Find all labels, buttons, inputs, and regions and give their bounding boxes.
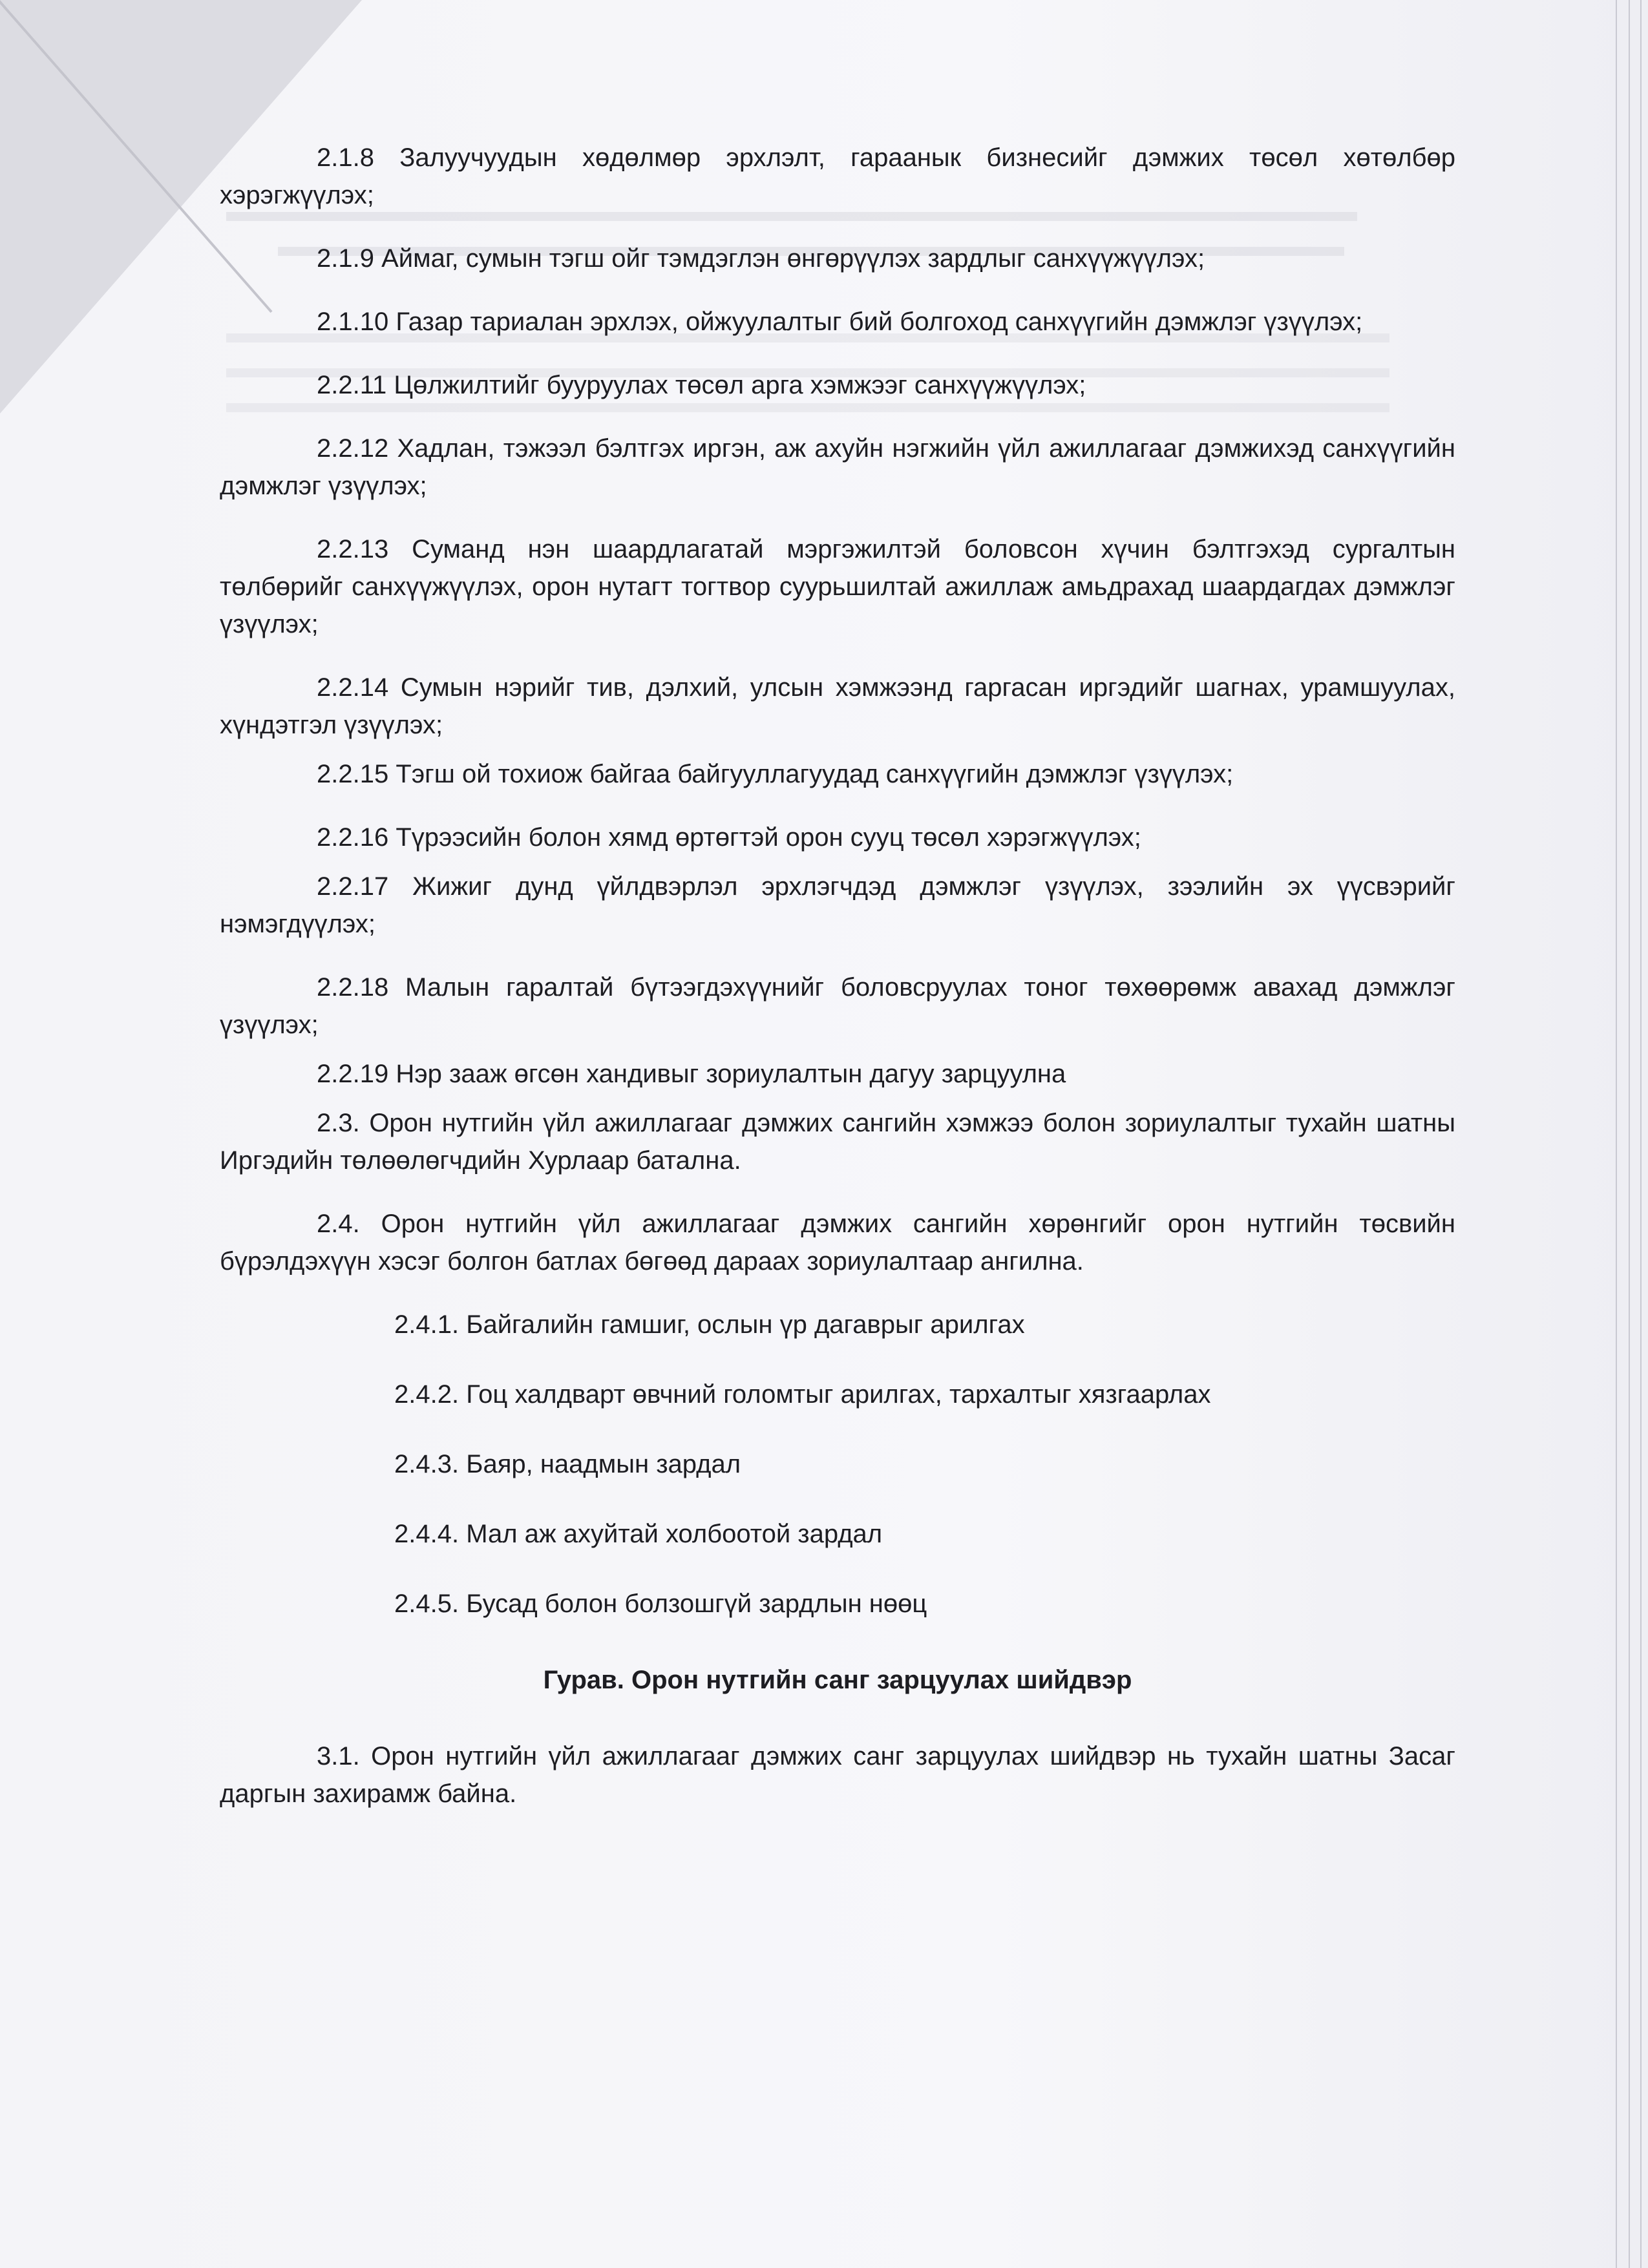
- clause-2-2-18: 2.2.18 Малын гаралтай бүтээгдэхүүнийг боловсруулах тоног төхөөрөмж авахад дэмжлэг үзүүлэх;: [220, 973, 1455, 1039]
- clause-2-1-9: 2.1.9 Аймаг, сумын тэгш ойг тэмдэглэн өнгөрүүлэх зардлыг санхүүжүүлэх;: [317, 244, 1205, 273]
- clause-2-2-17: 2.2.17 Жижиг дунд үйлдвэрлэл эрхлэгчдэд дэмжлэг үзүүлэх, зээлийн эх үүсвэрийг нэмэгдүүлэх;: [220, 872, 1455, 938]
- clause-2-2-16: 2.2.16 Түрээсийн болон хямд өртөгтэй орон сууц төсөл хэрэгжүүлэх;: [317, 823, 1141, 852]
- clause-2-4-5: 2.4.5. Бусад болон болзошгүй зардлын нөөц: [394, 1590, 927, 1618]
- clause-2-4-3: 2.4.3. Баяр, наадмын зардал: [394, 1450, 741, 1478]
- clause-2-2-15: 2.2.15 Тэгш ой тохиож байгаа байгууллагуудад санхүүгийн дэмжлэг үзүүлэх;: [317, 760, 1234, 788]
- clause-2-1-10: 2.1.10 Газар тариалан эрхлэх, ойжуулалтыг бий болгоход санхүүгийн дэмжлэг үзүүлэх;: [317, 308, 1363, 336]
- clause-2-4-4: 2.4.4. Мал аж ахуйтай холбоотой зардал: [394, 1520, 883, 1548]
- clause-2-2-19: 2.2.19 Нэр зааж өгсөн хандивыг зориулалтын дагуу зарцуулна: [317, 1060, 1066, 1088]
- clause-2-4-1: 2.4.1. Байгалийн гамшиг, ослын үр дагаврыг арилгах: [394, 1310, 1025, 1339]
- clause-2-2-13: 2.2.13 Суманд нэн шаардлагатай мэргэжилтэй боловсон хүчин бэлтгэхэд сургалтын төлбөрийг санхүүжүүлэх, орон нутагт тогтвор суурьшилтай ажиллаж амьдрахад шаардагдах дэмжлэг үзүүлэх;: [220, 535, 1455, 638]
- clause-2-2-14: 2.2.14 Сумын нэрийг тив, дэлхий, улсын хэмжээнд гаргасан иргэдийг шагнах, урамшуулах, хүндэтгэл үзүүлэх;: [220, 673, 1455, 739]
- clause-2-1-8: 2.1.8 Залуучуудын хөдөлмөр эрхлэлт, гараанык бизнесийг дэмжих төсөл хөтөлбөр хэрэгжүүлэх;: [220, 143, 1455, 209]
- clause-2-4: 2.4. Орон нутгийн үйл ажиллагааг дэмжих сангийн хөрөнгийг орон нутгийн төсвийн бүрэлдэхүүн хэсэг болгон батлах бөгөөд дараах зориулалтаар ангилна.: [220, 1210, 1455, 1276]
- clause-2-3: 2.3. Орон нутгийн үйл ажиллагааг дэмжих сангийн хэмжээ болон зориулалтыг тухайн шатны Иргэдийн төлөөлөгчдийн Хурлаар батална.: [220, 1109, 1455, 1175]
- clause-2-2-12: 2.2.12 Хадлан, тэжээл бэлтгэх иргэн, аж ахуйн нэгжийн үйл ажиллагааг дэмжихэд санхүүгийн дэмжлэг үзүүлэх;: [220, 434, 1455, 500]
- page-edge-shadows: [1558, 0, 1648, 2268]
- document-body: [220, 139, 1455, 1838]
- clause-3-1: 3.1. Орон нутгийн үйл ажиллагааг дэмжих санг зарцуулах шийдвэр нь тухайн шатны Засаг даргын захирамж байна.: [220, 1742, 1455, 1808]
- section-heading: Гурав. Орон нутгийн санг зарцуулах шийдвэр: [543, 1666, 1132, 1694]
- clause-2-2-11: 2.2.11 Цөлжилтийг бууруулах төсөл арга хэмжээг санхүүжүүлэх;: [317, 371, 1086, 399]
- clause-2-4-2: 2.4.2. Гоц халдварт өвчний голомтыг арилгах, тархалтыг хязгаарлах: [394, 1380, 1211, 1409]
